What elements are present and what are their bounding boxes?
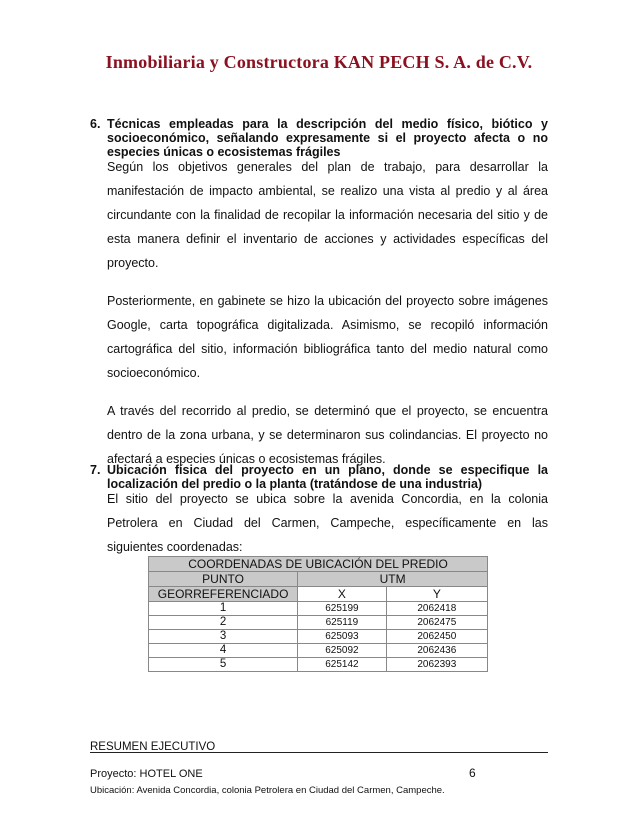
cell-y: 2062436: [386, 644, 487, 658]
section-7-number: 7.: [90, 463, 101, 477]
table-row: [149, 616, 488, 630]
table-title-row: [149, 557, 488, 572]
cell-y: 2062393: [386, 658, 487, 672]
cell-x: 625093: [298, 630, 386, 644]
table-row: [149, 658, 488, 672]
cell-x: 625142: [298, 658, 386, 672]
section-6-paragraph-3: A través del recorrido al predio, se determinó que el proyecto, se encuentra dentro de la zona urbana, y se determinaron sus colindancias. El proyecto no afectará a especies únicas o ecosistemas frágiles.: [107, 404, 548, 466]
section-7-heading-text: Ubicación física del proyecto en un plano, donde se especifique la localización del predio o la planta (tratándose de una industria): [107, 463, 548, 491]
footer-label: RESUMEN EJECUTIVO: [90, 741, 216, 753]
col-point-header: PUNTO: [149, 572, 298, 587]
section-6-heading: [90, 117, 548, 159]
cell-y: 2062450: [386, 630, 487, 644]
section-7-heading: [90, 463, 548, 491]
col-utm-header: UTM: [298, 572, 488, 587]
cell-x: 625092: [298, 644, 386, 658]
section-6-paragraph-1: Según los objetivos generales del plan de trabajo, para desarrollar la manifestación de impacto ambiental, se realizo una vista al predio y al área circundante con la finalidad de recopilar la información necesaria del sitio y de esta manera definir el inventario de acciones y actividades específicas del proyecto.: [107, 160, 548, 270]
footer-divider: [90, 752, 548, 753]
footer-location: Ubicación: Avenida Concordia, colonia Petrolera en Ciudad del Carmen, Campeche.: [90, 785, 445, 796]
cell-x: 625119: [298, 616, 386, 630]
table-row: [149, 630, 488, 644]
col-x-header: X: [298, 587, 386, 602]
col-point-header-2: GEORREFERENCIADO: [149, 587, 298, 602]
section-6-paragraph-2: Posteriormente, en gabinete se hizo la ubicación del proyecto sobre imágenes Google, carta topográfica digitalizada. Asimismo, se recopiló información cartográfica del sitio, información bibliográfica tanto del medio natural como socioeconómico.: [107, 294, 548, 380]
cell-y: 2062418: [386, 602, 487, 616]
section-6: [90, 117, 548, 471]
cell-y: 2062475: [386, 616, 487, 630]
cell-point: 2: [149, 616, 298, 630]
footer-project: Proyecto: HOTEL ONE: [90, 768, 203, 780]
table-header-row-2: [149, 587, 488, 602]
cell-point: 4: [149, 644, 298, 658]
col-y-header: Y: [386, 587, 487, 602]
table-header-row-1: [149, 572, 488, 587]
coordinates-table: [148, 556, 488, 672]
cell-point: 3: [149, 630, 298, 644]
section-6-number: 6.: [90, 117, 101, 131]
page-header-title: Inmobiliaria y Constructora KAN PECH S. A. de C.V.: [105, 52, 533, 72]
cell-x: 625199: [298, 602, 386, 616]
section-6-heading-text: Técnicas empleadas para la descripción del medio físico, biótico y socioeconómico, señalando expresamente si el proyecto afecta o no especies únicas o ecosistemas frágiles: [107, 117, 548, 159]
cell-point: 1: [149, 602, 298, 616]
table-row: [149, 602, 488, 616]
section-7-paragraph: El sitio del proyecto se ubica sobre la avenida Concordia, en la colonia Petrolera en Ciudad del Carmen, Campeche, específicamente en las siguientes coordenadas:: [107, 492, 548, 554]
section-7: [90, 463, 548, 559]
cell-point: 5: [149, 658, 298, 672]
table-row: [149, 644, 488, 658]
page-number: 6: [469, 766, 476, 780]
table-title: COORDENADAS DE UBICACIÓN DEL PREDIO: [149, 557, 488, 572]
